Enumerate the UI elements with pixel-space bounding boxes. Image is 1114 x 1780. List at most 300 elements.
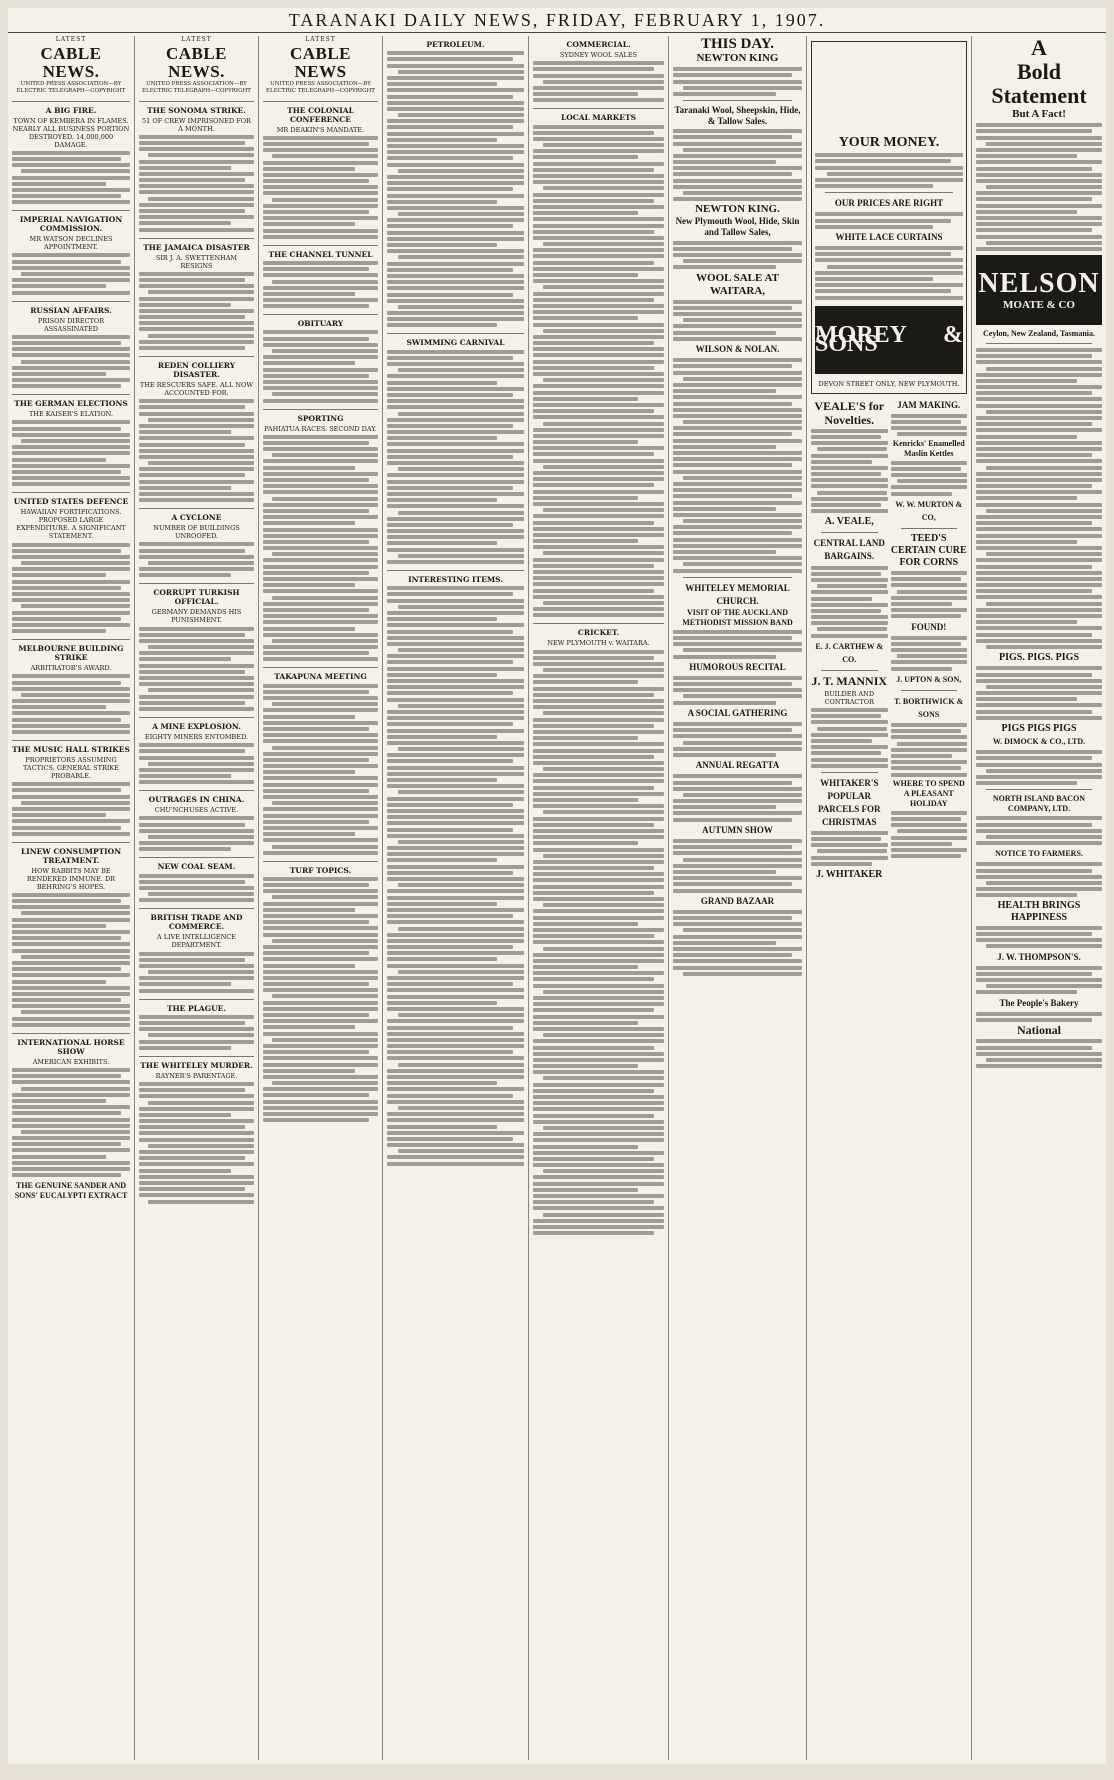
text-line xyxy=(387,492,524,496)
text-line xyxy=(398,511,524,515)
text-line xyxy=(263,1106,378,1110)
text-line xyxy=(148,290,254,294)
text-line xyxy=(533,693,654,697)
text-line xyxy=(263,304,369,308)
text-line xyxy=(673,463,792,467)
text-line xyxy=(387,206,524,210)
text-line xyxy=(139,670,245,674)
text-line xyxy=(543,767,664,771)
text-line xyxy=(139,321,254,325)
text-line xyxy=(815,184,933,188)
text-line xyxy=(986,685,1102,689)
text-line xyxy=(12,1167,130,1171)
text-line xyxy=(976,626,1102,630)
text-line xyxy=(976,1046,1092,1050)
text-line xyxy=(891,492,952,496)
text-line xyxy=(533,98,664,102)
text-line xyxy=(533,1107,664,1111)
text-line xyxy=(387,529,524,533)
text-line xyxy=(12,470,121,474)
headline: SWIMMING CARNIVAL xyxy=(387,333,524,347)
text-line xyxy=(387,772,524,776)
text-line xyxy=(139,542,254,546)
text-line xyxy=(673,247,792,251)
text-line xyxy=(263,478,369,482)
text-line xyxy=(139,141,245,145)
text-line xyxy=(263,1001,378,1005)
text-line xyxy=(387,119,524,123)
prices-heading: OUR PRICES ARE RIGHT xyxy=(834,198,944,209)
text-line xyxy=(12,157,121,161)
text-line xyxy=(891,735,968,739)
text-line xyxy=(387,988,524,992)
text-line xyxy=(387,442,524,446)
text-line xyxy=(533,996,664,1000)
text-line xyxy=(673,851,802,855)
text-line xyxy=(139,430,231,434)
subheadline: MR WATSON DECLINES APPOINTMENT. xyxy=(29,235,113,252)
text-line xyxy=(263,1025,355,1029)
text-line xyxy=(139,160,254,164)
text-line xyxy=(387,623,524,627)
text-line xyxy=(387,101,524,105)
text-line xyxy=(986,881,1102,885)
text-line xyxy=(976,428,1102,432)
text-line xyxy=(673,494,792,498)
latest-label: LATEST xyxy=(55,36,87,43)
text-line xyxy=(12,543,130,547)
text-line xyxy=(263,1087,378,1091)
text-line xyxy=(387,1069,524,1073)
text-line xyxy=(976,633,1092,637)
text-line xyxy=(543,465,664,469)
text-line xyxy=(533,391,664,395)
text-line xyxy=(398,970,524,974)
text-line xyxy=(673,728,792,732)
text-line xyxy=(387,964,524,968)
text-line xyxy=(139,436,254,440)
text-line xyxy=(387,237,524,241)
text-line xyxy=(533,687,664,691)
text-line xyxy=(139,412,254,416)
text-line xyxy=(387,194,524,198)
text-line xyxy=(976,583,1102,587)
text-line xyxy=(815,219,951,223)
text-line xyxy=(387,735,497,739)
text-line xyxy=(533,236,664,240)
text-line xyxy=(673,166,802,170)
text-line xyxy=(543,551,664,555)
text-line xyxy=(387,350,524,354)
headline: INTERNATIONAL HORSE SHOW xyxy=(12,1033,130,1056)
text-line xyxy=(398,113,524,117)
text-line xyxy=(811,634,888,638)
text-line xyxy=(263,982,369,986)
text-line xyxy=(533,496,638,500)
text-line xyxy=(673,538,802,542)
text-line xyxy=(148,1200,254,1204)
text-line xyxy=(891,461,968,465)
text-line xyxy=(811,856,888,860)
text-line xyxy=(139,898,254,902)
text-line xyxy=(12,451,130,455)
text-line xyxy=(12,992,130,996)
text-line xyxy=(811,609,881,613)
mission-band-heading: VISIT OF THE AUCKLAND METHODIST MISSION BAND xyxy=(682,607,793,627)
text-line xyxy=(387,243,497,247)
text-line xyxy=(263,466,355,470)
text-line xyxy=(891,854,961,858)
text-line xyxy=(976,404,1102,408)
text-line xyxy=(897,829,967,833)
text-line xyxy=(891,577,961,581)
text-line xyxy=(12,549,121,553)
newton-king-heading: NEWTON KING. xyxy=(695,203,780,216)
text-line xyxy=(387,1125,497,1129)
text-line xyxy=(139,651,254,655)
text-line xyxy=(387,51,524,55)
text-line xyxy=(533,434,664,438)
text-line xyxy=(387,286,524,290)
land-bargains-heading: CENTRAL LAND BARGAINS. xyxy=(813,538,885,562)
text-line xyxy=(976,484,1092,488)
text-line xyxy=(387,498,497,502)
headline: SPORTING xyxy=(263,409,378,423)
text-line xyxy=(387,809,524,813)
text-line xyxy=(12,699,130,703)
morey-address: DEVON STREET ONLY, NEW PLYMOUTH. xyxy=(818,379,960,388)
divider xyxy=(825,192,953,193)
text-line xyxy=(683,420,802,424)
column-6 xyxy=(669,36,807,1760)
subheadline: PRISON DIRECTOR ASSASSINATED xyxy=(37,316,105,333)
divider xyxy=(986,789,1092,790)
text-line xyxy=(272,392,378,396)
text-line xyxy=(12,592,130,596)
text-line xyxy=(976,534,1102,538)
text-line xyxy=(139,780,254,784)
health-heading: HEALTH BRINGS HAPPINESS xyxy=(997,899,1081,923)
headline: THE JAMAICA DISASTER xyxy=(139,238,254,252)
text-line xyxy=(387,455,513,459)
text-line xyxy=(139,1027,254,1031)
text-line xyxy=(398,368,524,372)
text-line xyxy=(263,645,378,649)
text-line xyxy=(673,265,776,269)
text-line xyxy=(683,259,802,263)
text-line xyxy=(387,150,524,154)
text-line xyxy=(139,278,245,282)
text-line xyxy=(976,354,1092,358)
headline: UNITED STATES DEFENCE xyxy=(12,492,130,506)
text-line xyxy=(976,197,1092,201)
headline: THE SONOMA STRIKE. xyxy=(139,101,254,115)
text-line xyxy=(387,187,513,191)
text-line xyxy=(986,410,1102,414)
text-line xyxy=(976,447,1102,451)
text-line xyxy=(817,727,887,731)
text-line xyxy=(976,862,1102,866)
text-line xyxy=(263,690,369,694)
text-line xyxy=(533,891,654,895)
text-line xyxy=(398,883,524,887)
text-line xyxy=(533,477,664,481)
subheadline: SIR J. A. SWETTENHAM RESIGNS xyxy=(155,253,238,270)
text-line xyxy=(12,1080,130,1084)
text-line xyxy=(12,711,130,715)
text-line xyxy=(891,485,968,489)
text-line xyxy=(12,151,130,155)
text-line xyxy=(148,762,254,766)
text-line xyxy=(673,482,802,486)
subheadline: PAHIATUA RACES. SECOND DAY. xyxy=(264,424,377,433)
text-line xyxy=(263,167,355,171)
text-line xyxy=(139,1187,245,1191)
text-line xyxy=(387,274,524,278)
text-line xyxy=(139,1150,254,1154)
text-line xyxy=(263,1075,378,1079)
text-line xyxy=(12,567,130,571)
text-line xyxy=(811,714,881,718)
text-line xyxy=(533,650,664,654)
text-line xyxy=(811,733,888,737)
text-line xyxy=(976,503,1102,507)
text-line xyxy=(387,317,524,321)
text-line xyxy=(387,1032,524,1036)
latest-label: LATEST xyxy=(181,36,212,43)
text-line xyxy=(263,684,378,688)
text-line xyxy=(811,621,888,625)
text-line xyxy=(139,874,254,878)
text-line xyxy=(673,636,792,640)
text-line xyxy=(986,241,1102,245)
text-line xyxy=(533,878,664,882)
text-line xyxy=(976,490,1102,494)
text-line xyxy=(387,163,524,167)
text-line xyxy=(976,521,1092,525)
text-line xyxy=(533,92,638,96)
text-line xyxy=(387,939,524,943)
text-line xyxy=(139,221,231,225)
text-line xyxy=(533,545,664,549)
text-line xyxy=(387,175,524,179)
headline: CRICKET. xyxy=(533,623,664,637)
dimock-heading: W. DIMOCK & CO., LTD. xyxy=(992,737,1086,746)
text-line xyxy=(12,580,130,584)
text-line xyxy=(263,142,369,146)
text-line xyxy=(263,191,378,195)
text-line xyxy=(387,1038,524,1042)
headline: RUSSIAN AFFAIRS. xyxy=(12,301,130,315)
text-line xyxy=(533,304,664,308)
text-line xyxy=(811,572,881,576)
text-line xyxy=(976,666,1102,670)
text-line xyxy=(387,815,524,819)
text-line xyxy=(533,755,654,759)
text-line xyxy=(976,716,1102,720)
text-line xyxy=(263,651,369,655)
subheadline: A LIVE INTELLIGENCE DEPARTMENT. xyxy=(156,933,237,950)
text-line xyxy=(139,1040,254,1044)
text-line xyxy=(976,775,1102,779)
text-line xyxy=(272,746,378,750)
text-line xyxy=(387,828,513,832)
text-line xyxy=(976,639,1102,643)
text-line xyxy=(543,810,664,814)
text-line xyxy=(673,457,802,461)
text-line xyxy=(387,753,524,757)
text-line xyxy=(263,914,378,918)
text-line xyxy=(139,284,254,288)
text-line xyxy=(673,488,802,492)
text-line xyxy=(533,798,638,802)
text-line xyxy=(21,1130,130,1134)
text-line xyxy=(533,1002,664,1006)
text-line xyxy=(533,779,664,783)
text-line xyxy=(12,1017,130,1021)
text-line xyxy=(976,990,1077,994)
text-line xyxy=(673,451,802,455)
text-line xyxy=(533,440,638,444)
text-line xyxy=(533,230,654,234)
text-line xyxy=(398,790,524,794)
text-line xyxy=(387,424,513,428)
text-line xyxy=(263,770,355,774)
text-line xyxy=(976,472,1102,476)
text-line xyxy=(263,571,369,575)
text-line xyxy=(263,161,378,165)
text-line xyxy=(533,872,664,876)
text-line xyxy=(533,576,664,580)
text-line xyxy=(986,984,1102,988)
text-line xyxy=(533,1058,664,1062)
text-line xyxy=(12,623,130,627)
text-line xyxy=(21,439,130,443)
text-line xyxy=(12,967,121,971)
text-line xyxy=(891,823,968,827)
text-line xyxy=(139,1175,254,1179)
text-line xyxy=(263,589,378,593)
text-line xyxy=(139,695,254,699)
text-line xyxy=(673,569,802,573)
press-line: UNITED PRESS ASSOCIATION—BY ELECTRIC TELEGRAPH—COPYRIGHT xyxy=(266,80,375,94)
text-line xyxy=(139,184,254,188)
text-line xyxy=(263,286,378,290)
text-line xyxy=(12,893,130,897)
text-line xyxy=(263,298,378,302)
text-line xyxy=(533,298,654,302)
text-line xyxy=(139,492,254,496)
column-2 xyxy=(135,36,259,1760)
text-line xyxy=(673,312,802,316)
text-line xyxy=(272,154,378,158)
text-line xyxy=(263,826,378,830)
text-line xyxy=(533,193,664,197)
text-line xyxy=(673,941,776,945)
text-line xyxy=(815,166,963,170)
text-line xyxy=(12,617,121,621)
text-line xyxy=(387,125,513,129)
text-line xyxy=(673,306,792,310)
text-line xyxy=(976,697,1077,701)
text-line xyxy=(673,337,802,341)
text-line xyxy=(533,866,654,870)
text-line xyxy=(976,710,1092,714)
headline: REDEN COLLIERY DISASTER. xyxy=(139,356,254,379)
text-line xyxy=(21,272,130,276)
text-line xyxy=(533,885,664,889)
text-line xyxy=(387,1137,513,1141)
text-line xyxy=(533,353,664,357)
text-line xyxy=(683,476,802,480)
text-line xyxy=(139,1082,254,1086)
text-line xyxy=(533,483,654,487)
text-line xyxy=(533,360,664,364)
text-line xyxy=(263,179,369,183)
text-line xyxy=(12,681,121,685)
headline: A CYCLONE xyxy=(139,508,254,522)
text-line xyxy=(12,705,106,709)
text-line xyxy=(12,730,130,734)
text-line xyxy=(272,1038,378,1042)
text-line xyxy=(533,823,654,827)
text-line xyxy=(387,473,524,477)
text-line xyxy=(139,886,254,890)
text-line xyxy=(891,426,968,430)
text-line xyxy=(815,277,933,281)
text-line xyxy=(533,539,638,543)
text-line xyxy=(976,673,1092,677)
text-line xyxy=(139,1107,254,1111)
text-line xyxy=(12,445,130,449)
text-line xyxy=(387,803,513,807)
text-line xyxy=(398,605,524,609)
nelson-name: NELSON xyxy=(978,267,1100,299)
text-line xyxy=(683,694,802,698)
text-line xyxy=(533,959,664,963)
text-line xyxy=(139,327,254,331)
text-line xyxy=(976,540,1077,544)
text-line xyxy=(387,1094,513,1098)
text-line xyxy=(673,402,792,406)
text-line xyxy=(891,642,961,646)
press-line: UNITED PRESS ASSOCIATION—BY ELECTRIC TELEGRAPH—COPYRIGHT xyxy=(16,80,126,94)
text-line xyxy=(976,154,1077,158)
text-line xyxy=(673,525,802,529)
text-line xyxy=(387,393,513,397)
text-line xyxy=(986,1058,1102,1062)
text-line xyxy=(272,702,378,706)
text-line xyxy=(543,1213,664,1217)
text-line xyxy=(976,129,1092,133)
text-line xyxy=(12,1004,130,1008)
text-line xyxy=(387,1007,524,1011)
text-line xyxy=(263,484,378,488)
text-line xyxy=(673,426,802,430)
text-line xyxy=(891,414,968,418)
text-line xyxy=(683,377,802,381)
text-line xyxy=(683,858,802,862)
text-line xyxy=(263,1069,355,1073)
text-line xyxy=(263,503,378,507)
text-line xyxy=(976,123,1102,127)
text-line xyxy=(817,584,887,588)
text-line xyxy=(12,980,106,984)
text-line xyxy=(976,750,1102,754)
text-line xyxy=(673,811,802,815)
nelson-logo xyxy=(976,255,1102,325)
text-line xyxy=(387,685,524,689)
